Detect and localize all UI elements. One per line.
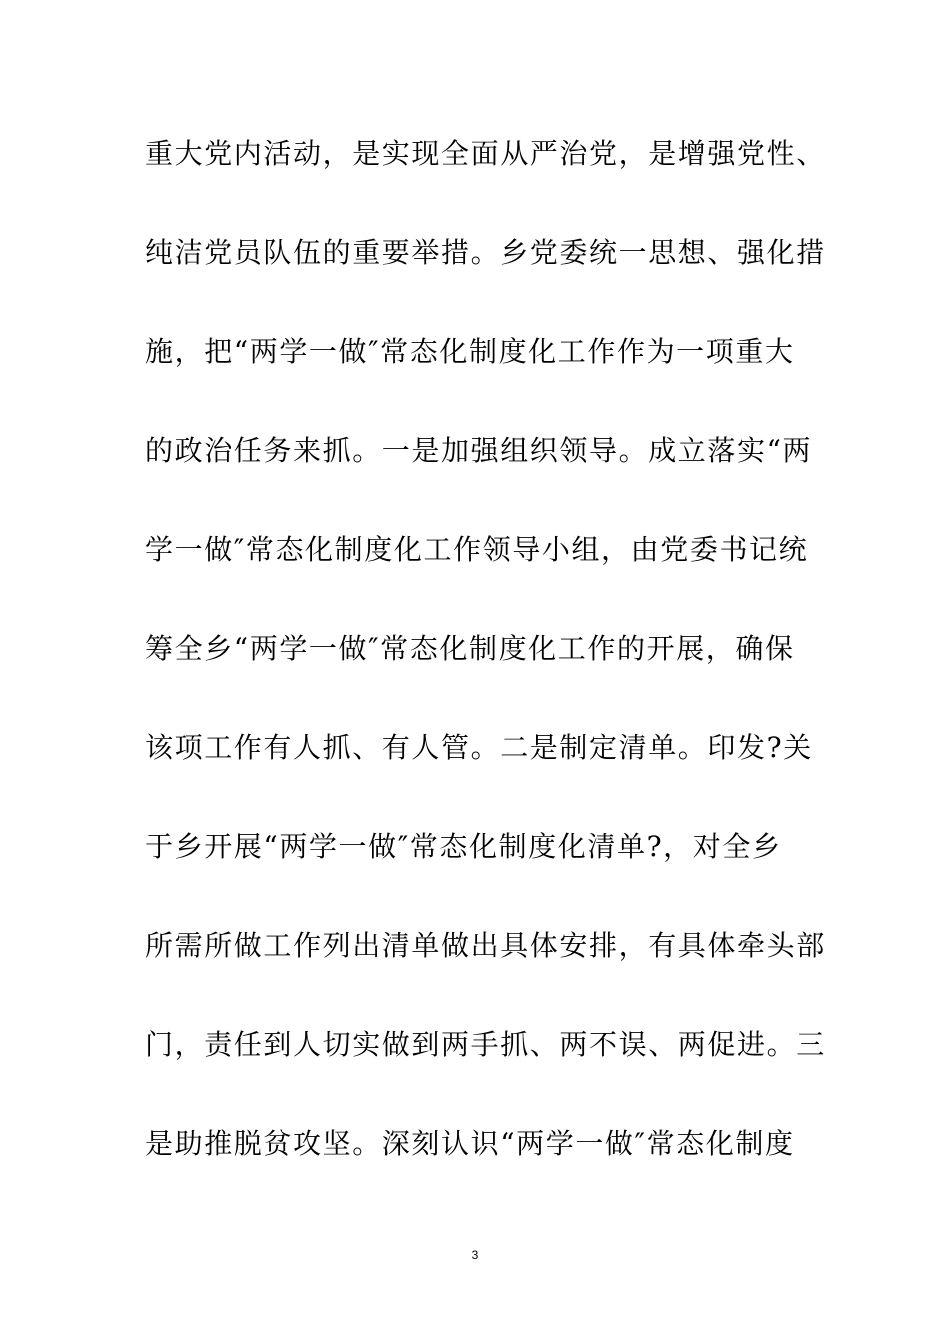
text-line: 重大党内活动，是实现全面从严治党，是增强党性、 [145, 137, 826, 170]
text-line: 施，把“两学一做″常态化制度化工作作为一项重大 [145, 335, 795, 368]
page-number: 3 [471, 1248, 479, 1262]
text-line: 是助推脱贫攻坚。深刻认识“两学一做″常态化制度 [145, 1127, 795, 1160]
text-line: 的政治任务来抓。一是加强组织领导。成立落实“两 [145, 434, 813, 467]
body-text [145, 128, 826, 1217]
text-line: 该项工作有人抓、有人管。二是制定清单。印发?关 [145, 731, 813, 764]
text-line: 于乡开展“两学一做″常态化制度化清单?，对全乡 [145, 830, 782, 863]
text-line: 门，责任到人切实做到两手抓、两不误、两促进。三 [145, 1028, 826, 1061]
text-line: 筹全乡“两学一做″常态化制度化工作的开展，确保 [145, 632, 795, 665]
text-line: 所需所做工作列出清单做出具体安排，有具体牵头部 [145, 929, 826, 962]
text-line: 纯洁党员队伍的重要举措。乡党委统一思想、强化措 [145, 236, 826, 269]
text-line: 学一做″常态化制度化工作领导小组，由党委书记统 [145, 533, 809, 566]
